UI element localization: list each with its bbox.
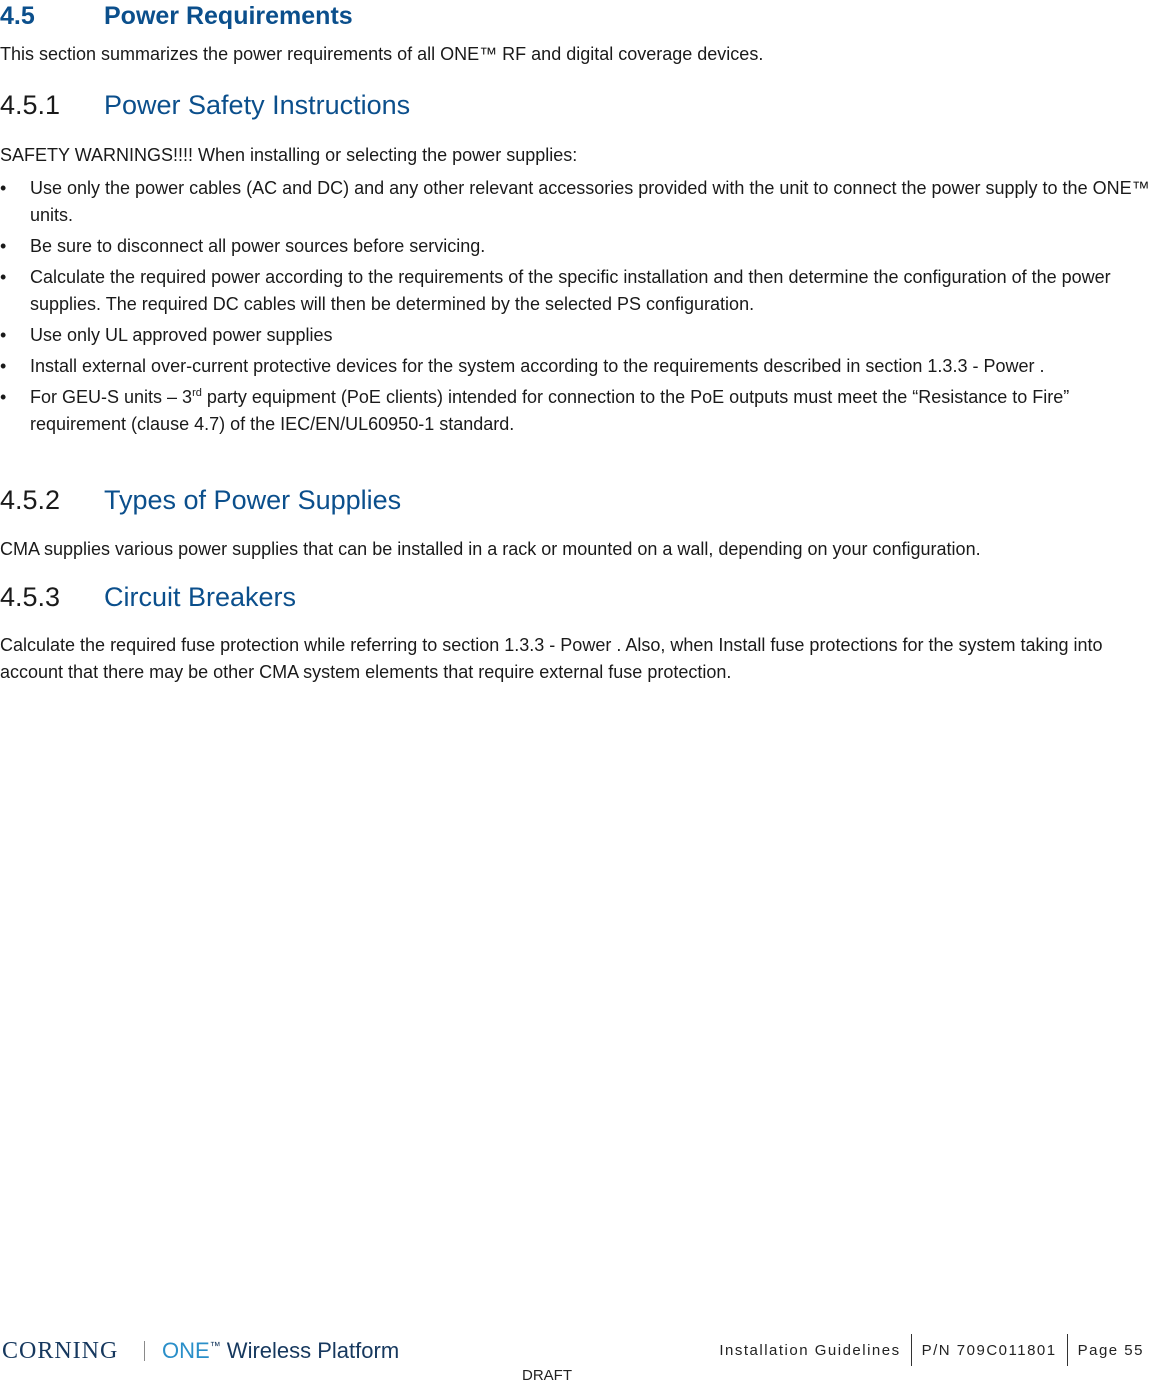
bullet-icon: • bbox=[0, 267, 7, 287]
page-footer bbox=[0, 1330, 1156, 1370]
subsection-title: Circuit Breakers bbox=[104, 582, 297, 612]
list-item bbox=[0, 175, 1156, 229]
list-item-text: Be sure to disconnect all power sources before servicing. bbox=[30, 236, 486, 256]
list-item-text: Use only UL approved power supplies bbox=[30, 325, 333, 345]
breakers-body: Calculate the required fuse protection while referring to section 1.3.3 - Power . Also, when Install fuse protections for the system taking into account that there may be other CMA system elements that require external fuse protection. bbox=[0, 635, 1103, 682]
footer-info bbox=[719, 1334, 1144, 1366]
bullet-icon: • bbox=[0, 387, 7, 407]
footer-doc-title: Installation Guidelines bbox=[719, 1341, 901, 1359]
one-platform-logo: ONE™ Wireless Platform bbox=[162, 1338, 400, 1363]
list-item bbox=[0, 353, 1156, 380]
subsection-title: Types of Power Supplies bbox=[104, 485, 402, 515]
subsection-number: 4.5.3 bbox=[0, 582, 61, 612]
section-heading bbox=[0, 2, 353, 31]
section-number: 4.5 bbox=[0, 2, 35, 30]
subsection-number: 4.5.2 bbox=[0, 485, 61, 515]
footer-divider bbox=[1067, 1334, 1068, 1366]
subsection-title: Power Safety Instructions bbox=[104, 90, 411, 120]
safety-lead: SAFETY WARNINGS!!!! When installing or selecting the power supplies: bbox=[0, 145, 578, 165]
list-item-text: Use only the power cables (AC and DC) and any other relevant accessories provided with the unit to connect the power supply to the ONE™ units. bbox=[30, 178, 1150, 225]
list-item-text: For GEU-S units – 3rd party equipment (PoE clients) intended for connection to the PoE outputs must meet the “Resistance to Fire” requirement (clause 4.7) of the IEC/EN/UL60950-1 standard. bbox=[30, 387, 1070, 434]
draft-watermark: DRAFT bbox=[522, 1367, 572, 1384]
list-item-text: Install external over-current protective devices for the system according to the requirements described in section 1.3.3 - Power . bbox=[30, 356, 1045, 376]
section-intro: This section summarizes the power requirements of all ONE™ RF and digital coverage devices. bbox=[0, 44, 764, 64]
subsection-heading-safety bbox=[0, 90, 410, 121]
corning-logo: CORNING bbox=[2, 1338, 119, 1364]
safety-list bbox=[0, 175, 1156, 442]
section-title: Power Requirements bbox=[104, 2, 353, 30]
types-body: CMA supplies various power supplies that can be installed in a rack or mounted on a wall, depending on your configuration. bbox=[0, 539, 981, 559]
bullet-icon: • bbox=[0, 356, 7, 376]
list-item bbox=[0, 384, 1156, 438]
footer-part-number: P/N 709C011801 bbox=[921, 1341, 1057, 1359]
list-item bbox=[0, 322, 1156, 349]
bullet-icon: • bbox=[0, 236, 7, 256]
bullet-icon: • bbox=[0, 178, 7, 198]
footer-page-number: Page 55 bbox=[1077, 1341, 1144, 1359]
list-item bbox=[0, 233, 1156, 260]
subsection-heading-types bbox=[0, 485, 401, 516]
logo-divider bbox=[144, 1341, 145, 1361]
list-item bbox=[0, 264, 1156, 318]
subsection-number: 4.5.1 bbox=[0, 90, 61, 120]
bullet-icon: • bbox=[0, 325, 7, 345]
subsection-heading-breakers bbox=[0, 582, 296, 613]
list-item-text: Calculate the required power according to the requirements of the specific installation and then determine the configuration of the power supplies. The required DC cables will then be determined by the selected PS configuration. bbox=[30, 267, 1111, 314]
footer-divider bbox=[911, 1334, 912, 1366]
